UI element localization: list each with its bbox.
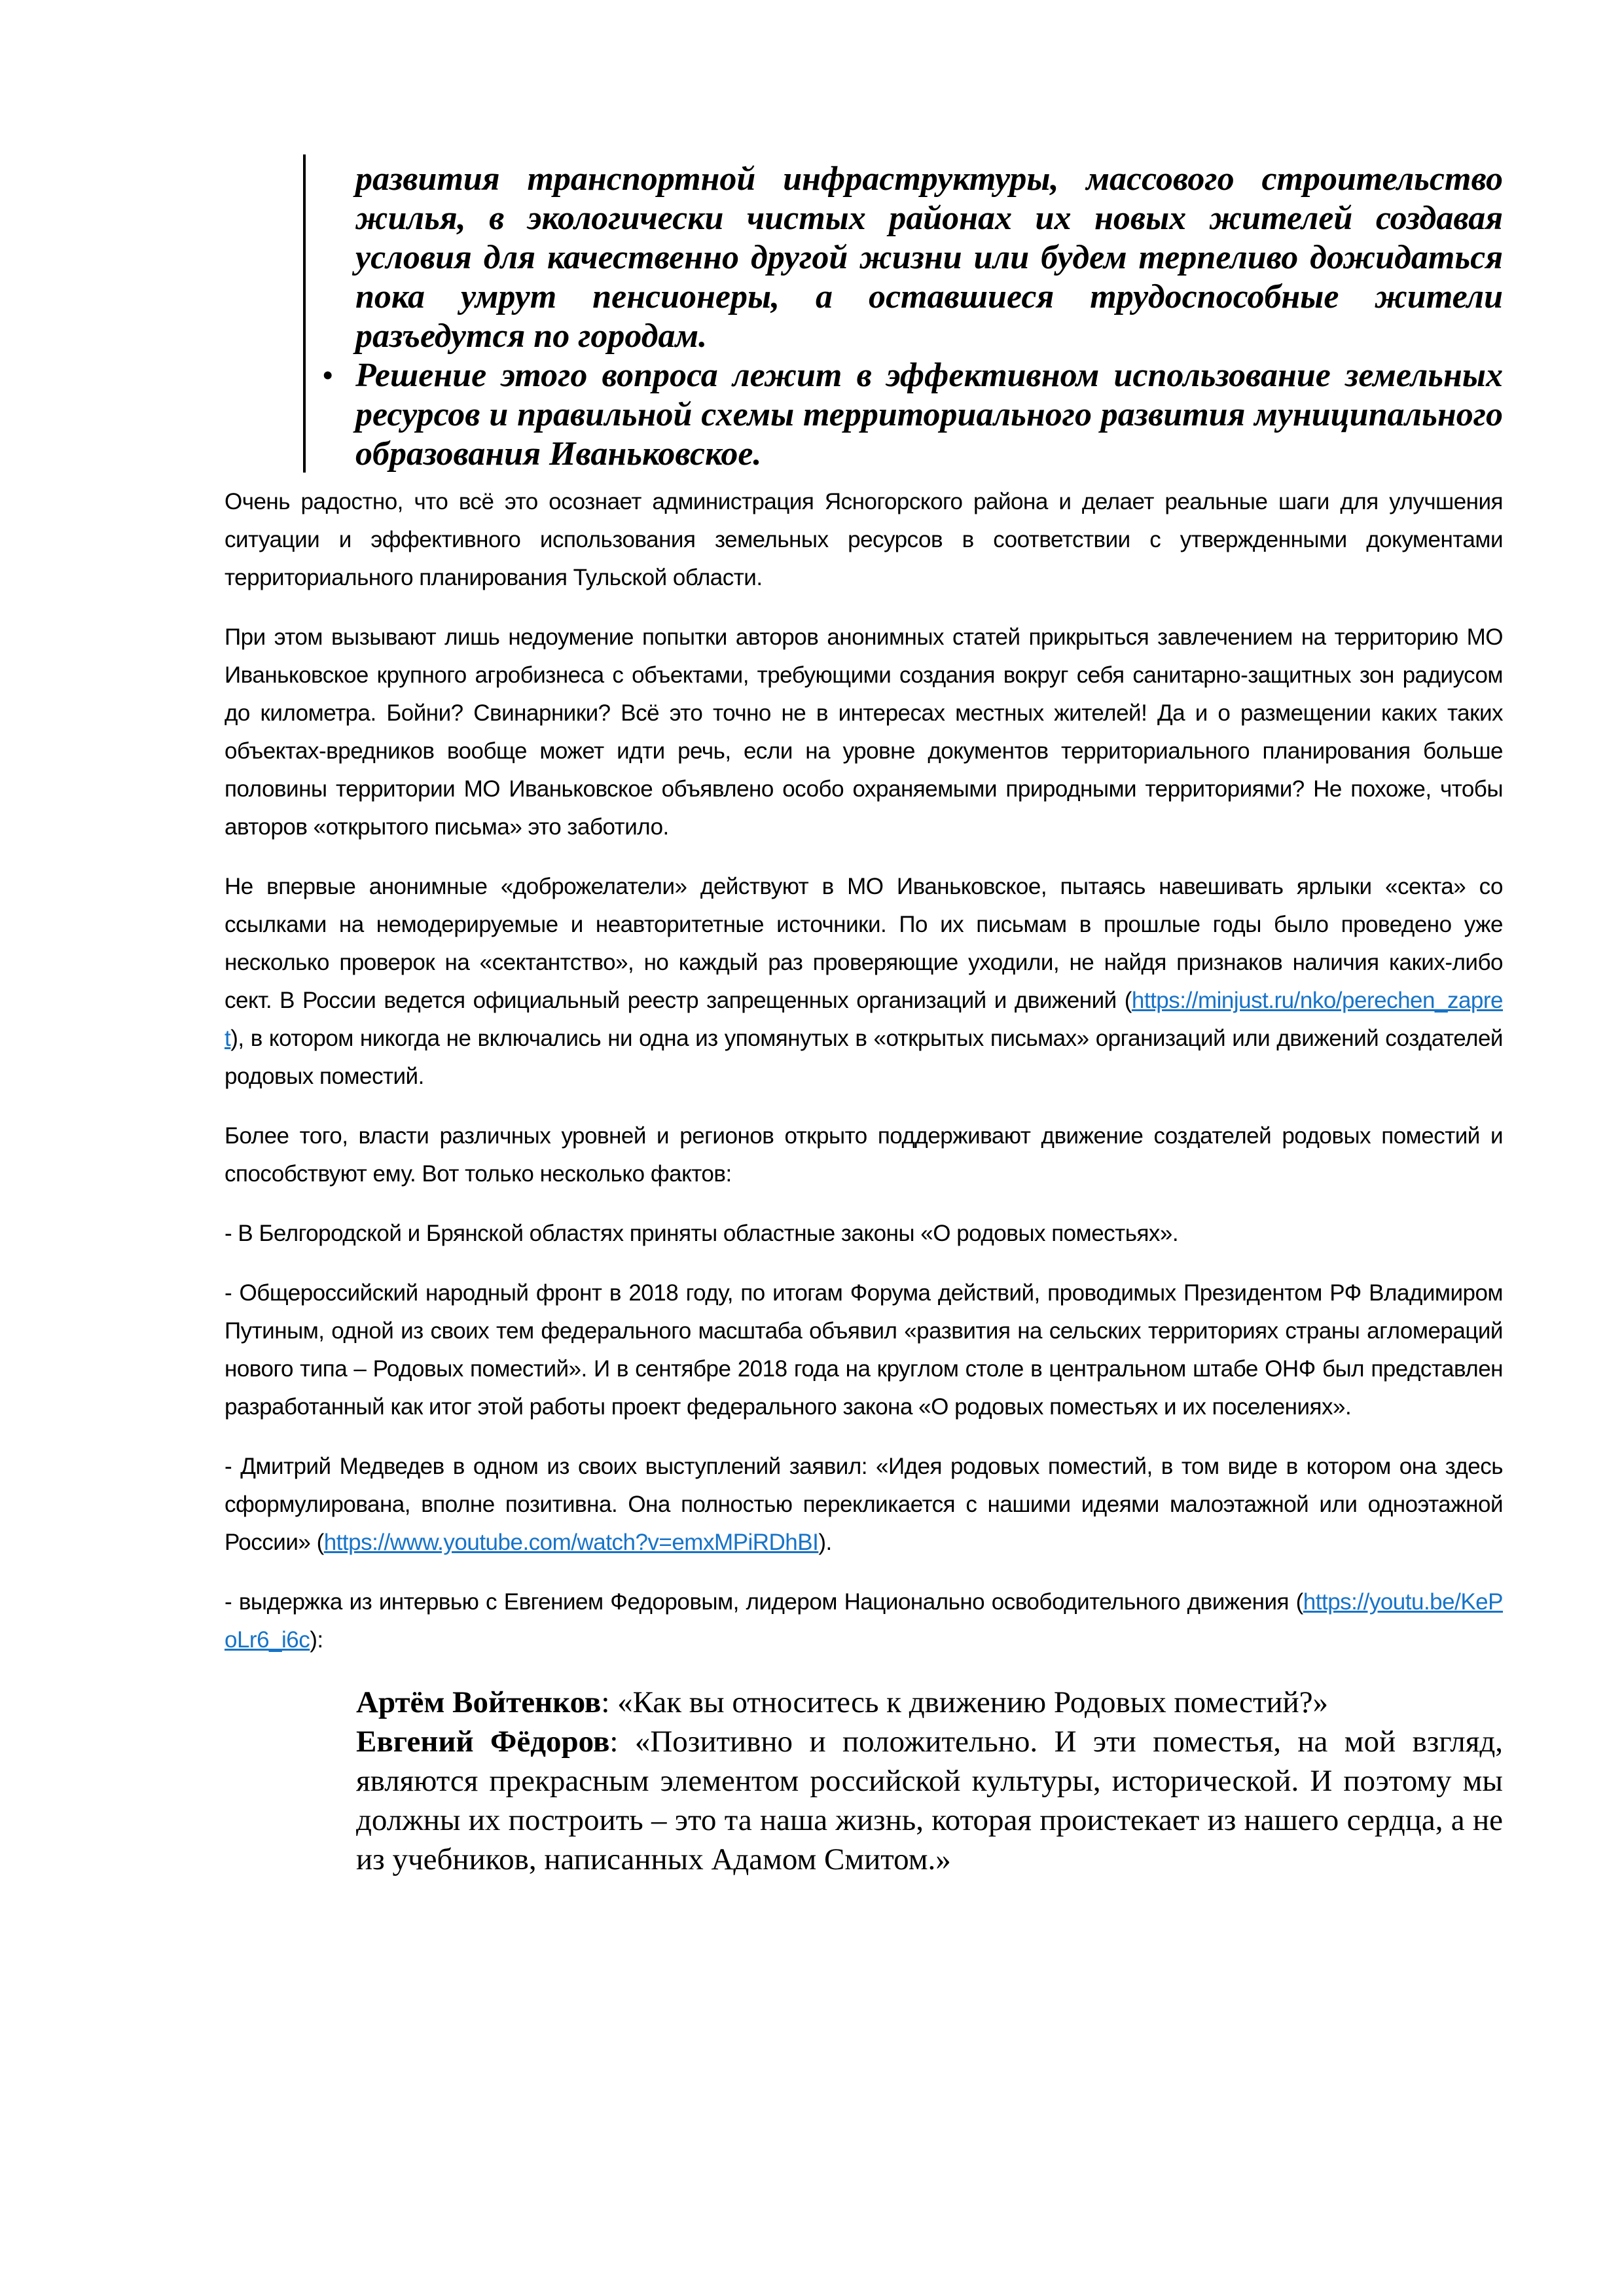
text-run: - выдержка из интервью с Евгением Федоровым, лидером Национально освободительного движения ( (225, 1589, 1303, 1615)
text-run: - В Белгородской и Брянской областях приняты областные законы «О родовых поместьях». (225, 1221, 1179, 1246)
hyperlink[interactable]: https://www.youtube.com/watch?v=emxMPiRDhBI (323, 1530, 819, 1555)
bullet-item (323, 356, 1503, 474)
paragraph-authorities-support (225, 1117, 1503, 1193)
speaker-name: Артём Войтенков (356, 1685, 602, 1719)
quote-paragraph (356, 1722, 1503, 1879)
paragraph-agrobusiness (225, 619, 1503, 846)
text-run: ): (310, 1627, 323, 1653)
document-content (225, 160, 1503, 1879)
quote-paragraph (356, 1683, 1503, 1722)
paragraph-onf (225, 1274, 1503, 1426)
quote-text: : «Позитивно и положительно. И эти поместья, на мой взгляд, являются прекрасным элементом российской культуры, исторической. И поэтому мы должны их построить – это та наша жизнь, которая проистекает из нашего сердца, а не из учебников, написанных Адамом Смитом.» (356, 1725, 1503, 1876)
bullet-item-continuation (355, 160, 1503, 356)
bullet-marker-icon: • (323, 359, 333, 391)
text-run: Более того, власти различных уровней и регионов открыто поддерживают движение создателей родовых поместий и способствуют ему. Вот только несколько фактов: (225, 1123, 1503, 1187)
interview-quote (356, 1683, 1503, 1879)
paragraph-sect-checks (225, 868, 1503, 1096)
bullet-continuation-text: развития транспортной инфраструктуры, массового строительство жилья, в экологически чистых районах их новых жителей создавая условия для качественно другой жизни или будем терпеливо дожидаться пока умрут пенсионеры, а оставшиеся трудоспособные жители разъедутся по городам. (355, 160, 1503, 355)
paragraph-regional-laws (225, 1215, 1503, 1253)
quote-text: : «Как вы относитесь к движению Родовых поместий?» (601, 1685, 1329, 1719)
text-run: ), в котором никогда не включались ни одна из упомянутых в «открытых письмах» организаций или движений создателей родовых поместий. (225, 1026, 1503, 1089)
bullet-item-text: Решение этого вопроса лежит в эффективном использование земельных ресурсов и правильной схемы территориального развития муниципального образования Иваньковское. (355, 357, 1503, 473)
text-run: - Дмитрий Медведев в одном из своих выступлений заявил: «Идея родовых поместий, в том виде в котором она здесь сформулирована, вполне позитивна. Она полностью перекликается с нашими идеями малоэтажной или одноэтажной России» ( (225, 1454, 1503, 1555)
bullet-list (323, 160, 1503, 474)
hyperlink[interactable]: https://minjust.ru/nko/perechen_zapret (225, 988, 1503, 1051)
text-run: - Общероссийский народный фронт в 2018 году, по итогам Форума действий, проводимых Президентом РФ Владимиром Путиным, одной из своих тем федерального масштаба объявил «развития на сельских территориях страны агломераций нового типа – Родовых поместий». И в сентябре 2018 года на круглом столе в центральном штабе ОНФ был представлен разработанный как итог этой работы проект федерального закона «О родовых поместьях и их поселениях». (225, 1280, 1503, 1420)
hyperlink[interactable]: https://youtu.be/KePoLr6_i6c (225, 1589, 1503, 1653)
speaker-name: Евгений Фёдоров (356, 1725, 610, 1759)
change-bar (303, 154, 306, 473)
paragraph-administration (225, 483, 1503, 597)
text-run: При этом вызывают лишь недоумение попытки авторов анонимных статей прикрыться завлечением на территорию МО Иваньковское крупного агробизнеса с объектами, требующими создания вокруг себя санитарно-защитных зон радиусом до километра. Бойни? Свинарники? Всё это точно не в интересах местных жителей! Да и о размещении каких таких объектах-вредников вообще может идти речь, если на уровне документов территориального планирования больше половины территории МО Иваньковское объявлено особо охраняемыми природными территориями? Не похоже, чтобы авторов «открытого письма» это заботило. (225, 624, 1503, 840)
paragraph-fedorov-interview (225, 1583, 1503, 1659)
text-run: ). (818, 1530, 832, 1555)
paragraph-medvedev (225, 1448, 1503, 1562)
text-run: Очень радостно, что всё это осознает администрация Ясногорского района и делает реальные шаги для улучшения ситуации и эффективного использования земельных ресурсов в соответствии с утвержденными документами территориального планирования Тульской области. (225, 489, 1503, 590)
text-run: Не впервые анонимные «доброжелатели» действуют в МО Иваньковское, пытаясь навешивать ярлыки «секта» со ссылками на немодерируемые и неавторитетные источники. По их письмам в прошлые годы было проведено уже несколько проверок на «сектантство», но каждый раз проверяющие уходили, не найдя признаков наличия каких-либо сект. В России ведется официальный реестр запрещенных организаций и движений ( (225, 874, 1503, 1013)
